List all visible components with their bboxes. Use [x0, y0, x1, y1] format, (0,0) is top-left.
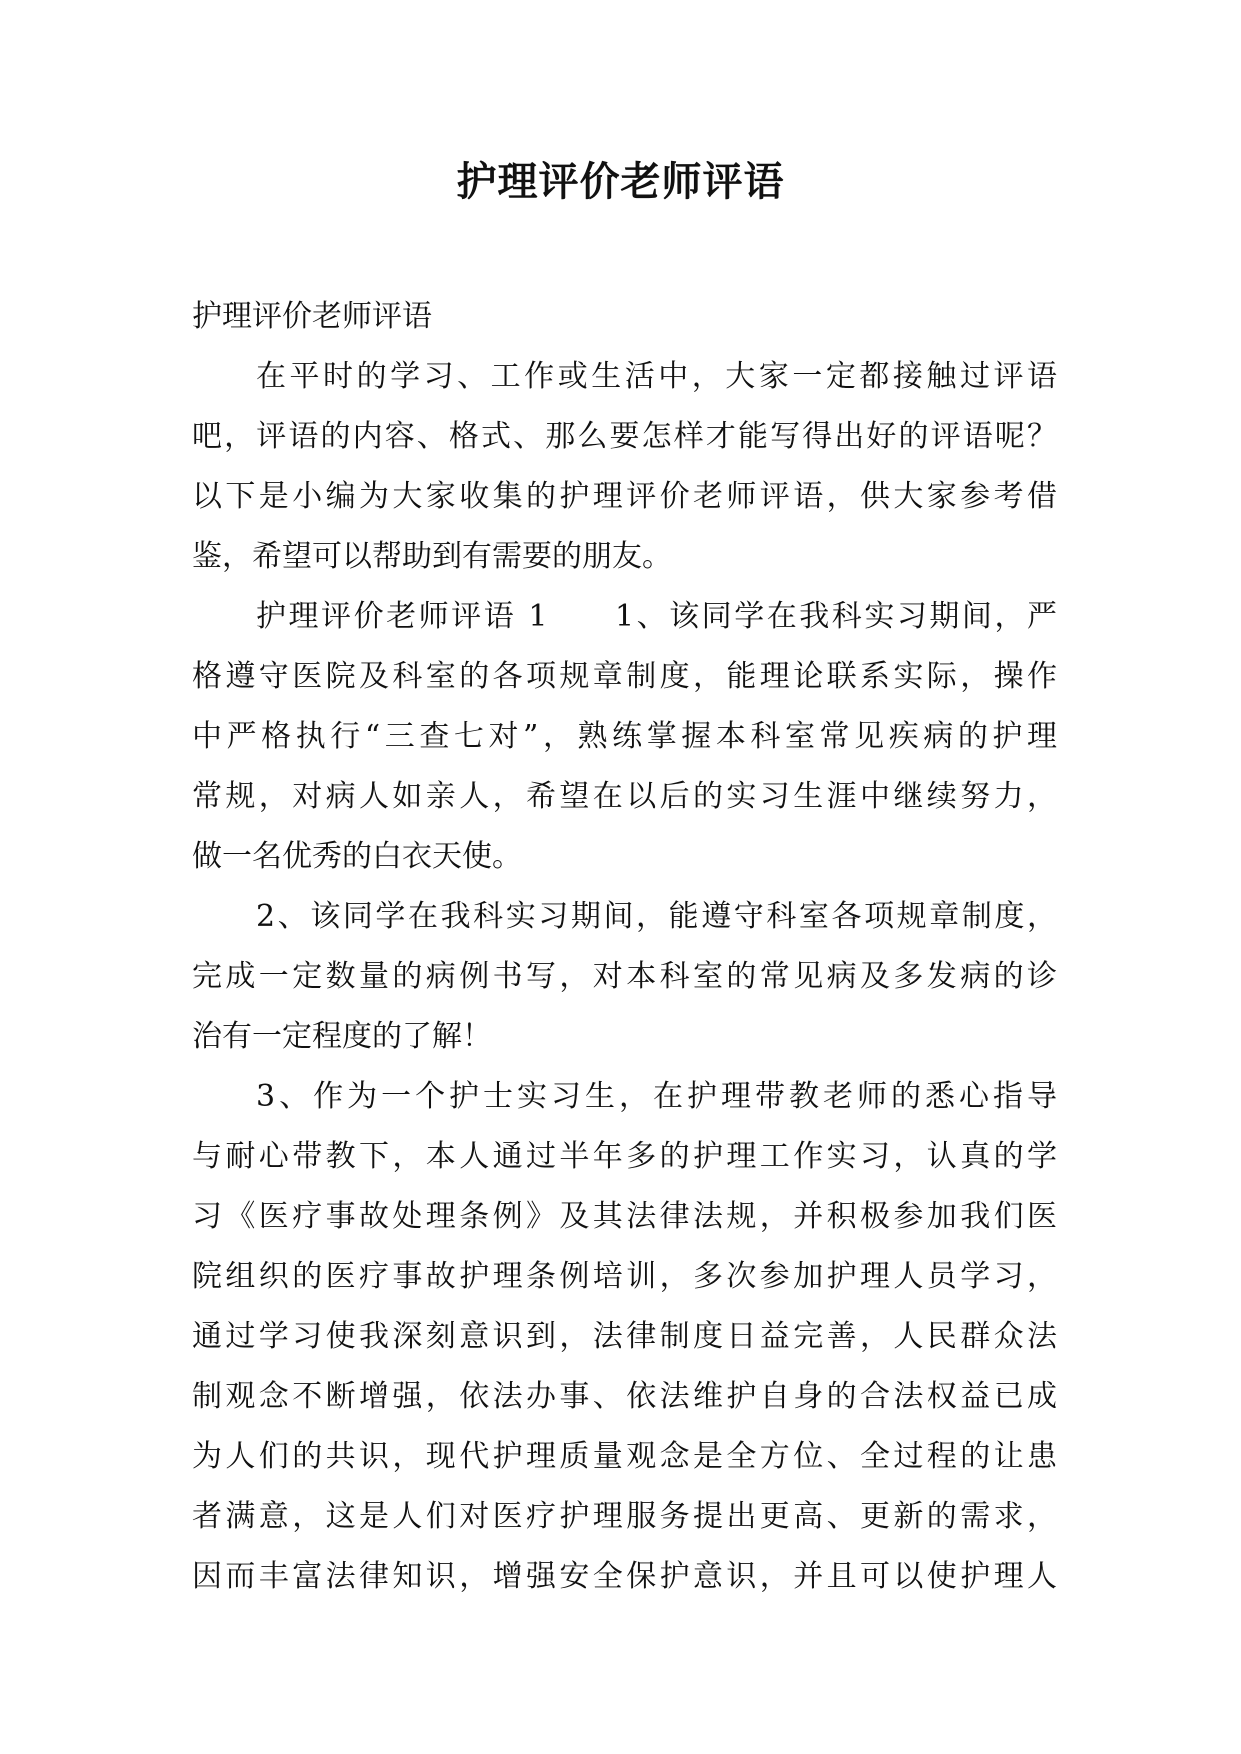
body-text-line: 完成一定数量的病例书写，对本科室的常见病及多发病的诊 [192, 959, 1057, 994]
body-text-line: 者满意，这是人们对医疗护理服务提出更高、更新的需求， [192, 1499, 1057, 1534]
body-text-line: 护理评价老师评语 1 1、该同学在我科实习期间，严 [256, 599, 1057, 634]
body-text-line: 因而丰富法律知识，增强安全保护意识，并且可以使护理人 [192, 1559, 1057, 1594]
body-text-line: 与耐心带教下，本人通过半年多的护理工作实习，认真的学 [192, 1139, 1057, 1174]
body-text-line: 3、作为一个护士实习生，在护理带教老师的悉心指导 [256, 1079, 1057, 1114]
body-text-line: 以下是小编为大家收集的护理评价老师评语，供大家参考借 [192, 479, 1057, 514]
body-text-line: 吧，评语的内容、格式、那么要怎样才能写得出好的评语呢？ [192, 419, 1057, 454]
body-text-line: 常规，对病人如亲人，希望在以后的实习生涯中继续努力， [192, 779, 1057, 814]
body-text-line: 格遵守医院及科室的各项规章制度，能理论联系实际，操作 [192, 659, 1057, 694]
body-text-line: 习《医疗事故处理条例》及其法律法规，并积极参加我们医 [192, 1199, 1057, 1234]
body-text-line: 鉴，希望可以帮助到有需要的朋友。 [192, 539, 672, 574]
body-text-line: 中严格执行“三查七对”，熟练掌握本科室常见疾病的护理 [192, 719, 1057, 754]
document-body [192, 287, 1057, 1607]
body-text-line: 在平时的学习、工作或生活中，大家一定都接触过评语 [256, 359, 1057, 394]
body-text-line: 院组织的医疗事故护理条例培训，多次参加护理人员学习， [192, 1259, 1057, 1294]
document-title: 护理评价老师评语 [456, 159, 785, 205]
body-text-line: 通过学习使我深刻意识到，法律制度日益完善，人民群众法 [192, 1319, 1057, 1354]
body-text-line: 2、该同学在我科实习期间，能遵守科室各项规章制度， [256, 899, 1057, 934]
body-text-line: 治有一定程度的了解！ [192, 1019, 492, 1054]
body-text-line: 为人们的共识，现代护理质量观念是全方位、全过程的让患 [192, 1439, 1057, 1474]
body-text-line: 做一名优秀的白衣天使。 [192, 839, 522, 874]
body-text-line: 护理评价老师评语 [192, 299, 432, 334]
body-text-line: 制观念不断增强，依法办事、依法维护自身的合法权益已成 [192, 1379, 1057, 1414]
